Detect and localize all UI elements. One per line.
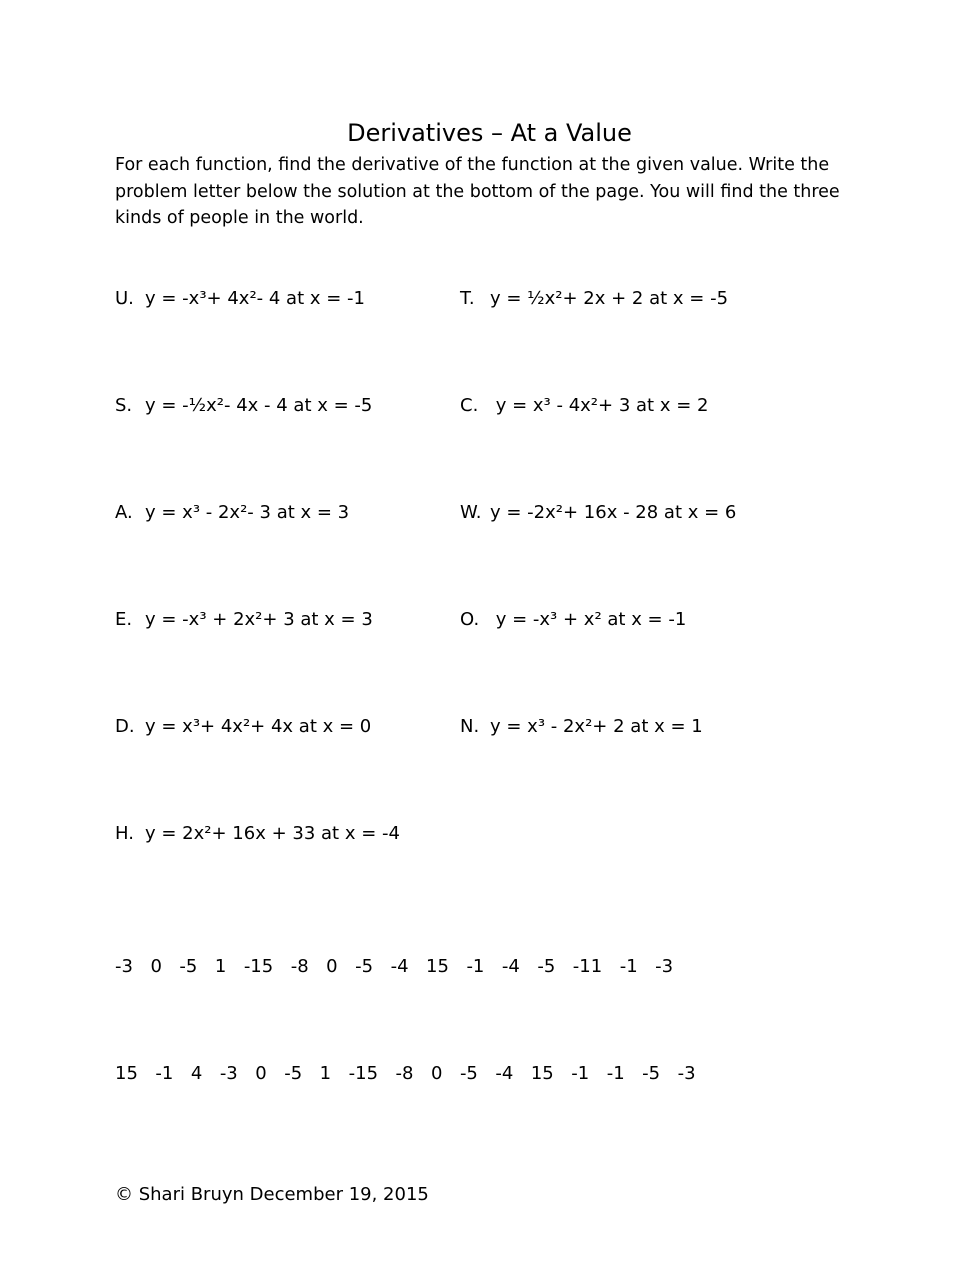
page-title: Derivatives – At a Value: [347, 119, 632, 147]
problem-expression: y = x³ - 2x²+ 2 at x = 1: [490, 716, 703, 737]
answer-value: -5: [537, 956, 556, 977]
problem-w: [460, 501, 736, 525]
problem-letter: C.: [460, 395, 479, 416]
instructions-text: For each function, find the derivative of the function at the given value. Write the problem letter below the solution at the bottom of the page. You will find the three kinds of people in the world.: [115, 155, 840, 228]
copyright-footer: © Shari Bruyn December 19, 2015: [115, 1184, 429, 1205]
answer-value: 15: [115, 1063, 138, 1084]
answer-row-2: [115, 1062, 713, 1086]
answer-value: 1: [319, 1063, 332, 1084]
problem-o: [460, 608, 686, 632]
answer-value: -1: [619, 956, 638, 977]
problem-letter: S.: [115, 395, 133, 416]
answer-value: -1: [466, 956, 485, 977]
answer-value: -4: [501, 956, 520, 977]
answer-value: 0: [150, 956, 162, 977]
answer-value: 0: [430, 1063, 443, 1084]
problem-letter: A.: [115, 502, 133, 523]
answer-value: -3: [219, 1063, 238, 1084]
answer-value: -1: [155, 1063, 174, 1084]
answer-value: -8: [395, 1063, 414, 1084]
problem-expression: y = -½x²- 4x - 4 at x = -5: [145, 395, 373, 416]
problem-expression: y = 2x²+ 16x + 33 at x = -4: [145, 823, 400, 844]
problem-s: [115, 394, 372, 418]
answer-value: 15: [426, 956, 449, 977]
answer-value: -3: [677, 1063, 696, 1084]
answer-value: -1: [571, 1063, 590, 1084]
problem-letter: W.: [460, 502, 482, 523]
answer-value: -8: [290, 956, 309, 977]
problem-expression: y = x³ - 4x²+ 3 at x = 2: [490, 395, 709, 416]
answer-value: 15: [530, 1063, 554, 1084]
problem-letter: E.: [115, 609, 133, 630]
answer-value: -1: [606, 1063, 625, 1084]
problem-expression: y = x³ - 2x²- 3 at x = 3: [145, 502, 350, 523]
problem-expression: y = ½x²+ 2x + 2 at x = -5: [490, 288, 729, 309]
answer-value: -5: [284, 1063, 303, 1084]
answer-value: -11: [572, 956, 603, 977]
answer-value: -3: [655, 956, 674, 977]
answer-value: -5: [642, 1063, 661, 1084]
answer-value: 0: [255, 1063, 267, 1084]
problem-letter: N.: [460, 716, 480, 737]
problem-n: [460, 715, 703, 739]
answer-value: -4: [390, 956, 409, 977]
problem-h: [115, 822, 400, 846]
answer-value: -15: [243, 956, 274, 977]
answer-value: -5: [355, 956, 374, 977]
answer-value: -4: [495, 1063, 514, 1084]
problem-letter: U.: [115, 288, 134, 309]
problem-letter: H.: [115, 823, 134, 844]
problem-expression: y = -2x²+ 16x - 28 at x = 6: [490, 502, 737, 523]
answer-row-1: [115, 955, 691, 979]
answer-value: -5: [179, 956, 198, 977]
problem-expression: y = -x³ + x² at x = -1: [490, 609, 687, 630]
problem-letter: O.: [460, 609, 480, 630]
answer-value: -5: [459, 1063, 478, 1084]
problem-t: [460, 287, 728, 311]
answer-value: -3: [115, 956, 133, 977]
answer-value: 4: [190, 1063, 203, 1084]
answer-value: 0: [326, 956, 338, 977]
problem-a: [115, 501, 349, 525]
answer-value: 1: [214, 956, 227, 977]
problem-expression: y = x³+ 4x²+ 4x at x = 0: [145, 716, 372, 737]
problem-d: [115, 715, 371, 739]
problem-expression: y = -x³ + 2x²+ 3 at x = 3: [145, 609, 373, 630]
problem-letter: D.: [115, 716, 135, 737]
answer-value: -15: [348, 1063, 379, 1084]
problem-expression: y = -x³+ 4x²- 4 at x = -1: [145, 288, 365, 309]
problem-u: [115, 287, 365, 311]
problem-c: [460, 394, 708, 418]
problem-letter: T.: [460, 288, 475, 309]
problem-e: [115, 608, 373, 632]
